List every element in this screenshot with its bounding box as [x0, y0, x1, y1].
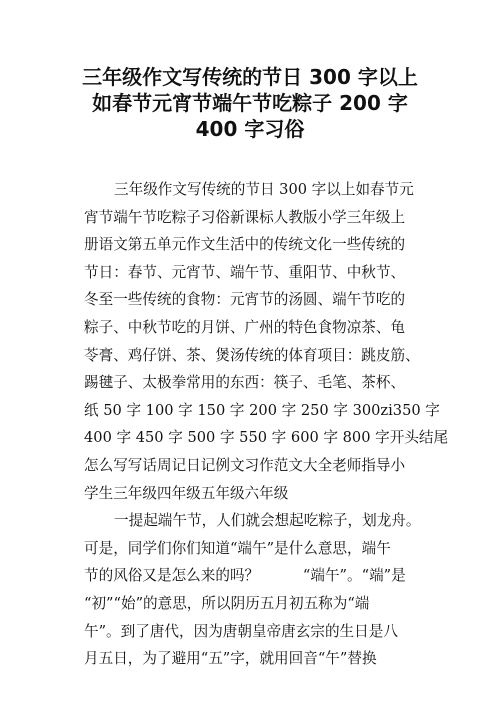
paragraph-2-line-3: 节的风俗又是怎么来的吗？ “端午”。“端”是: [84, 567, 406, 585]
paragraph-1-line-7: 苓膏、鸡仔饼、茶、煲汤传统的体育项目：跳皮筋、: [84, 346, 420, 364]
paragraph-1-line-1: 三年级作文写传统的节日 300 字以上如春节元: [114, 181, 414, 198]
paragraph-2-line-4: “初”“始”的意思，所以阴历五月初五称为“端: [84, 594, 370, 612]
paragraph-2-line-2: 可是，同学们你们知道“端午”是什么意思，端午: [84, 539, 391, 557]
title-line-3: 400 字习俗: [195, 117, 305, 141]
paragraph-2-line-1: 一提起端午节，人们就会想起吃粽子，划龙舟。: [114, 512, 421, 530]
title-line-1: 三年级作文写传统的节日 300 字以上: [82, 65, 418, 89]
paragraph-1-line-4: 节日：春节、元宵节、端午节、重阳节、中秋节、: [84, 263, 406, 281]
paragraph-1-line-11: 怎么写写话周记日记例文习作范文大全老师指导小: [84, 456, 406, 474]
paragraph-1-line-9: 纸 50 字 100 字 150 字 200 字 250 字 300zi350 字: [84, 401, 440, 419]
paragraph-2-line-6: 月五日，为了避用“五”字，就用回音“午”替换: [84, 650, 377, 668]
paragraph-1-line-8: 踢毽子、太极拳常用的东西：筷子、毛笔、茶杯、: [84, 374, 406, 392]
paragraph-1-line-5: 冬至一些传统的食物：元宵节的汤圆、端午节吃的: [84, 291, 406, 309]
title-line-2: 如春节元宵节端午节吃粽子 200 字: [92, 91, 408, 115]
document-body: [84, 176, 449, 673]
paragraph-2: [84, 507, 444, 673]
paragraph-1: [84, 176, 449, 507]
paragraph-1-line-3: 册语文第五单元作文生活中的传统文化一些传统的: [84, 236, 406, 254]
paragraph-1-line-6: 粽子、中秋节吃的月饼、广州的特色食物凉茶、龟: [84, 318, 406, 336]
paragraph-1-line-2: 宵节端午节吃粽子习俗新课标人教版小学三年级上: [84, 208, 406, 226]
paragraph-1-line-10: 400 字 450 字 500 字 550 字 600 字 800 字开头结尾: [84, 429, 449, 447]
paragraph-2-line-5: 午”。到了唐代，因为唐朝皇帝唐玄宗的生日是八: [84, 622, 398, 640]
document-title: [40, 64, 460, 142]
paragraph-1-line-12: 学生三年级四年级五年级六年级: [84, 484, 289, 502]
